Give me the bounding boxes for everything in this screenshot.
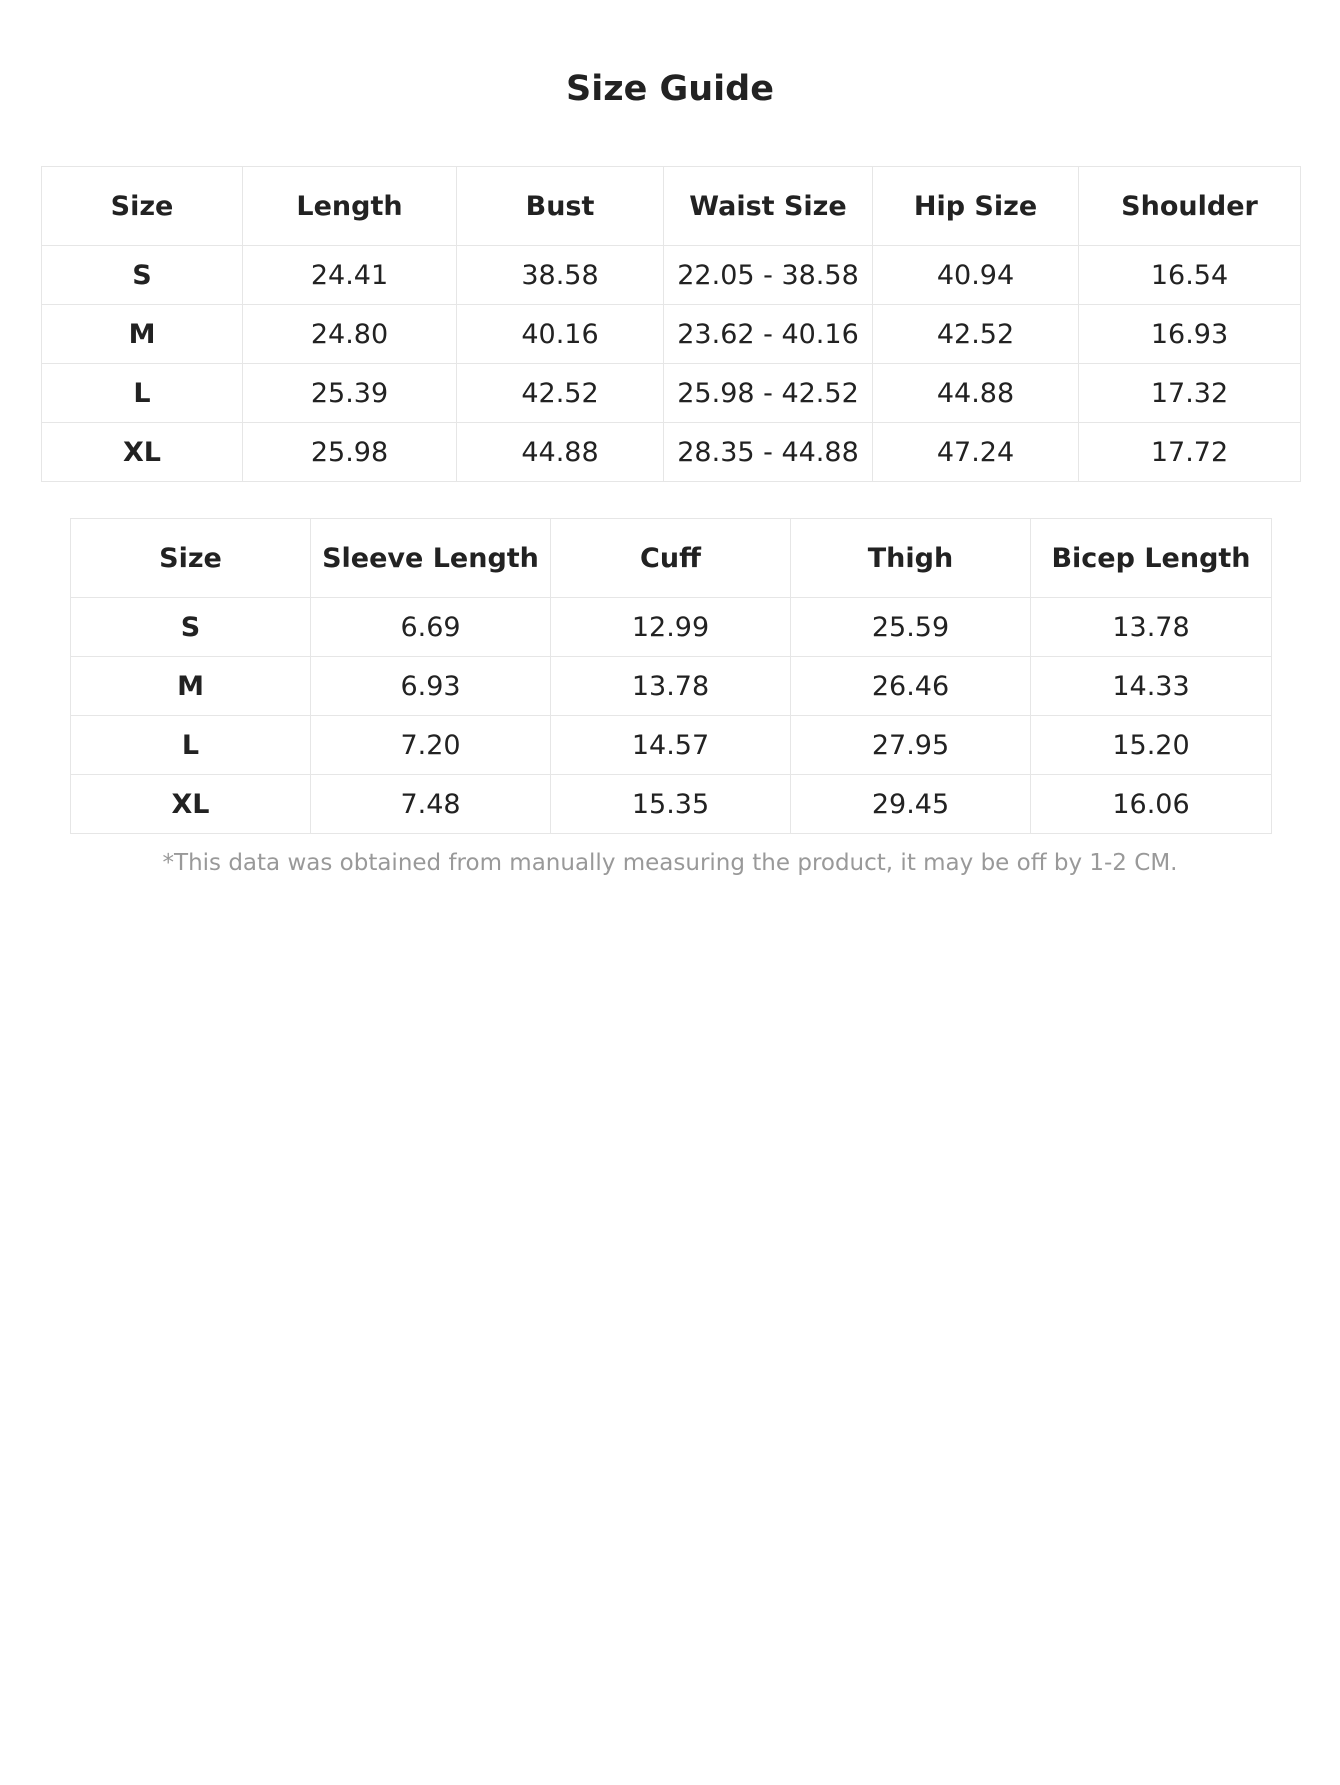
table-cell: 25.39 [243, 364, 457, 423]
measurement-disclaimer: *This data was obtained from manually measuring the product, it may be off by 1-2 CM. [162, 850, 1178, 876]
table-row [71, 657, 1272, 716]
table-cell: 24.41 [243, 246, 457, 305]
size-cell: M [42, 305, 243, 364]
table-cell: 28.35 - 44.88 [664, 423, 873, 482]
table-cell: 25.98 - 42.52 [664, 364, 873, 423]
table-header-row [42, 167, 1301, 246]
table-row [71, 716, 1272, 775]
table-cell: 44.88 [873, 364, 1079, 423]
column-header-waist-size: Waist Size [664, 167, 873, 246]
size-cell: L [71, 716, 311, 775]
table-cell: 40.94 [873, 246, 1079, 305]
size-cell: S [71, 598, 311, 657]
size-cell: L [42, 364, 243, 423]
column-header-shoulder: Shoulder [1079, 167, 1301, 246]
table-cell: 6.93 [311, 657, 551, 716]
table-cell: 14.33 [1031, 657, 1272, 716]
table-cell: 7.48 [311, 775, 551, 834]
table-cell: 25.98 [243, 423, 457, 482]
table-cell: 25.59 [791, 598, 1031, 657]
size-cell: S [42, 246, 243, 305]
table-cell: 38.58 [457, 246, 664, 305]
table-cell: 15.35 [551, 775, 791, 834]
column-header-length: Length [243, 167, 457, 246]
table-cell: 12.99 [551, 598, 791, 657]
size-table-body-measurements [41, 166, 1301, 482]
table-cell: 47.24 [873, 423, 1079, 482]
size-cell: XL [42, 423, 243, 482]
table-cell: 29.45 [791, 775, 1031, 834]
table-row [42, 423, 1301, 482]
table-cell: 13.78 [1031, 598, 1272, 657]
column-header-size: Size [71, 519, 311, 598]
column-header-size: Size [42, 167, 243, 246]
column-header-cuff: Cuff [551, 519, 791, 598]
table-cell: 27.95 [791, 716, 1031, 775]
table-cell: 14.57 [551, 716, 791, 775]
table-row [71, 775, 1272, 834]
table-cell: 24.80 [243, 305, 457, 364]
table-cell: 44.88 [457, 423, 664, 482]
table-cell: 23.62 - 40.16 [664, 305, 873, 364]
table-row [42, 305, 1301, 364]
table-cell: 42.52 [873, 305, 1079, 364]
table-cell: 40.16 [457, 305, 664, 364]
column-header-hip-size: Hip Size [873, 167, 1079, 246]
column-header-thigh: Thigh [791, 519, 1031, 598]
table-cell: 13.78 [551, 657, 791, 716]
table-cell: 16.93 [1079, 305, 1301, 364]
table-cell: 7.20 [311, 716, 551, 775]
column-header-sleeve-length: Sleeve Length [311, 519, 551, 598]
table-cell: 22.05 - 38.58 [664, 246, 873, 305]
table-cell: 16.54 [1079, 246, 1301, 305]
table-header-row [71, 519, 1272, 598]
table-cell: 16.06 [1031, 775, 1272, 834]
table-cell: 17.72 [1079, 423, 1301, 482]
table-cell: 6.69 [311, 598, 551, 657]
column-header-bust: Bust [457, 167, 664, 246]
table-cell: 42.52 [457, 364, 664, 423]
table-cell: 17.32 [1079, 364, 1301, 423]
size-cell: M [71, 657, 311, 716]
table-row [42, 364, 1301, 423]
table-row [71, 598, 1272, 657]
table-row [42, 246, 1301, 305]
table-cell: 15.20 [1031, 716, 1272, 775]
size-table-sleeve-measurements [70, 518, 1272, 834]
column-header-bicep-length: Bicep Length [1031, 519, 1272, 598]
table-cell: 26.46 [791, 657, 1031, 716]
page-title: Size Guide [566, 69, 774, 109]
size-cell: XL [71, 775, 311, 834]
